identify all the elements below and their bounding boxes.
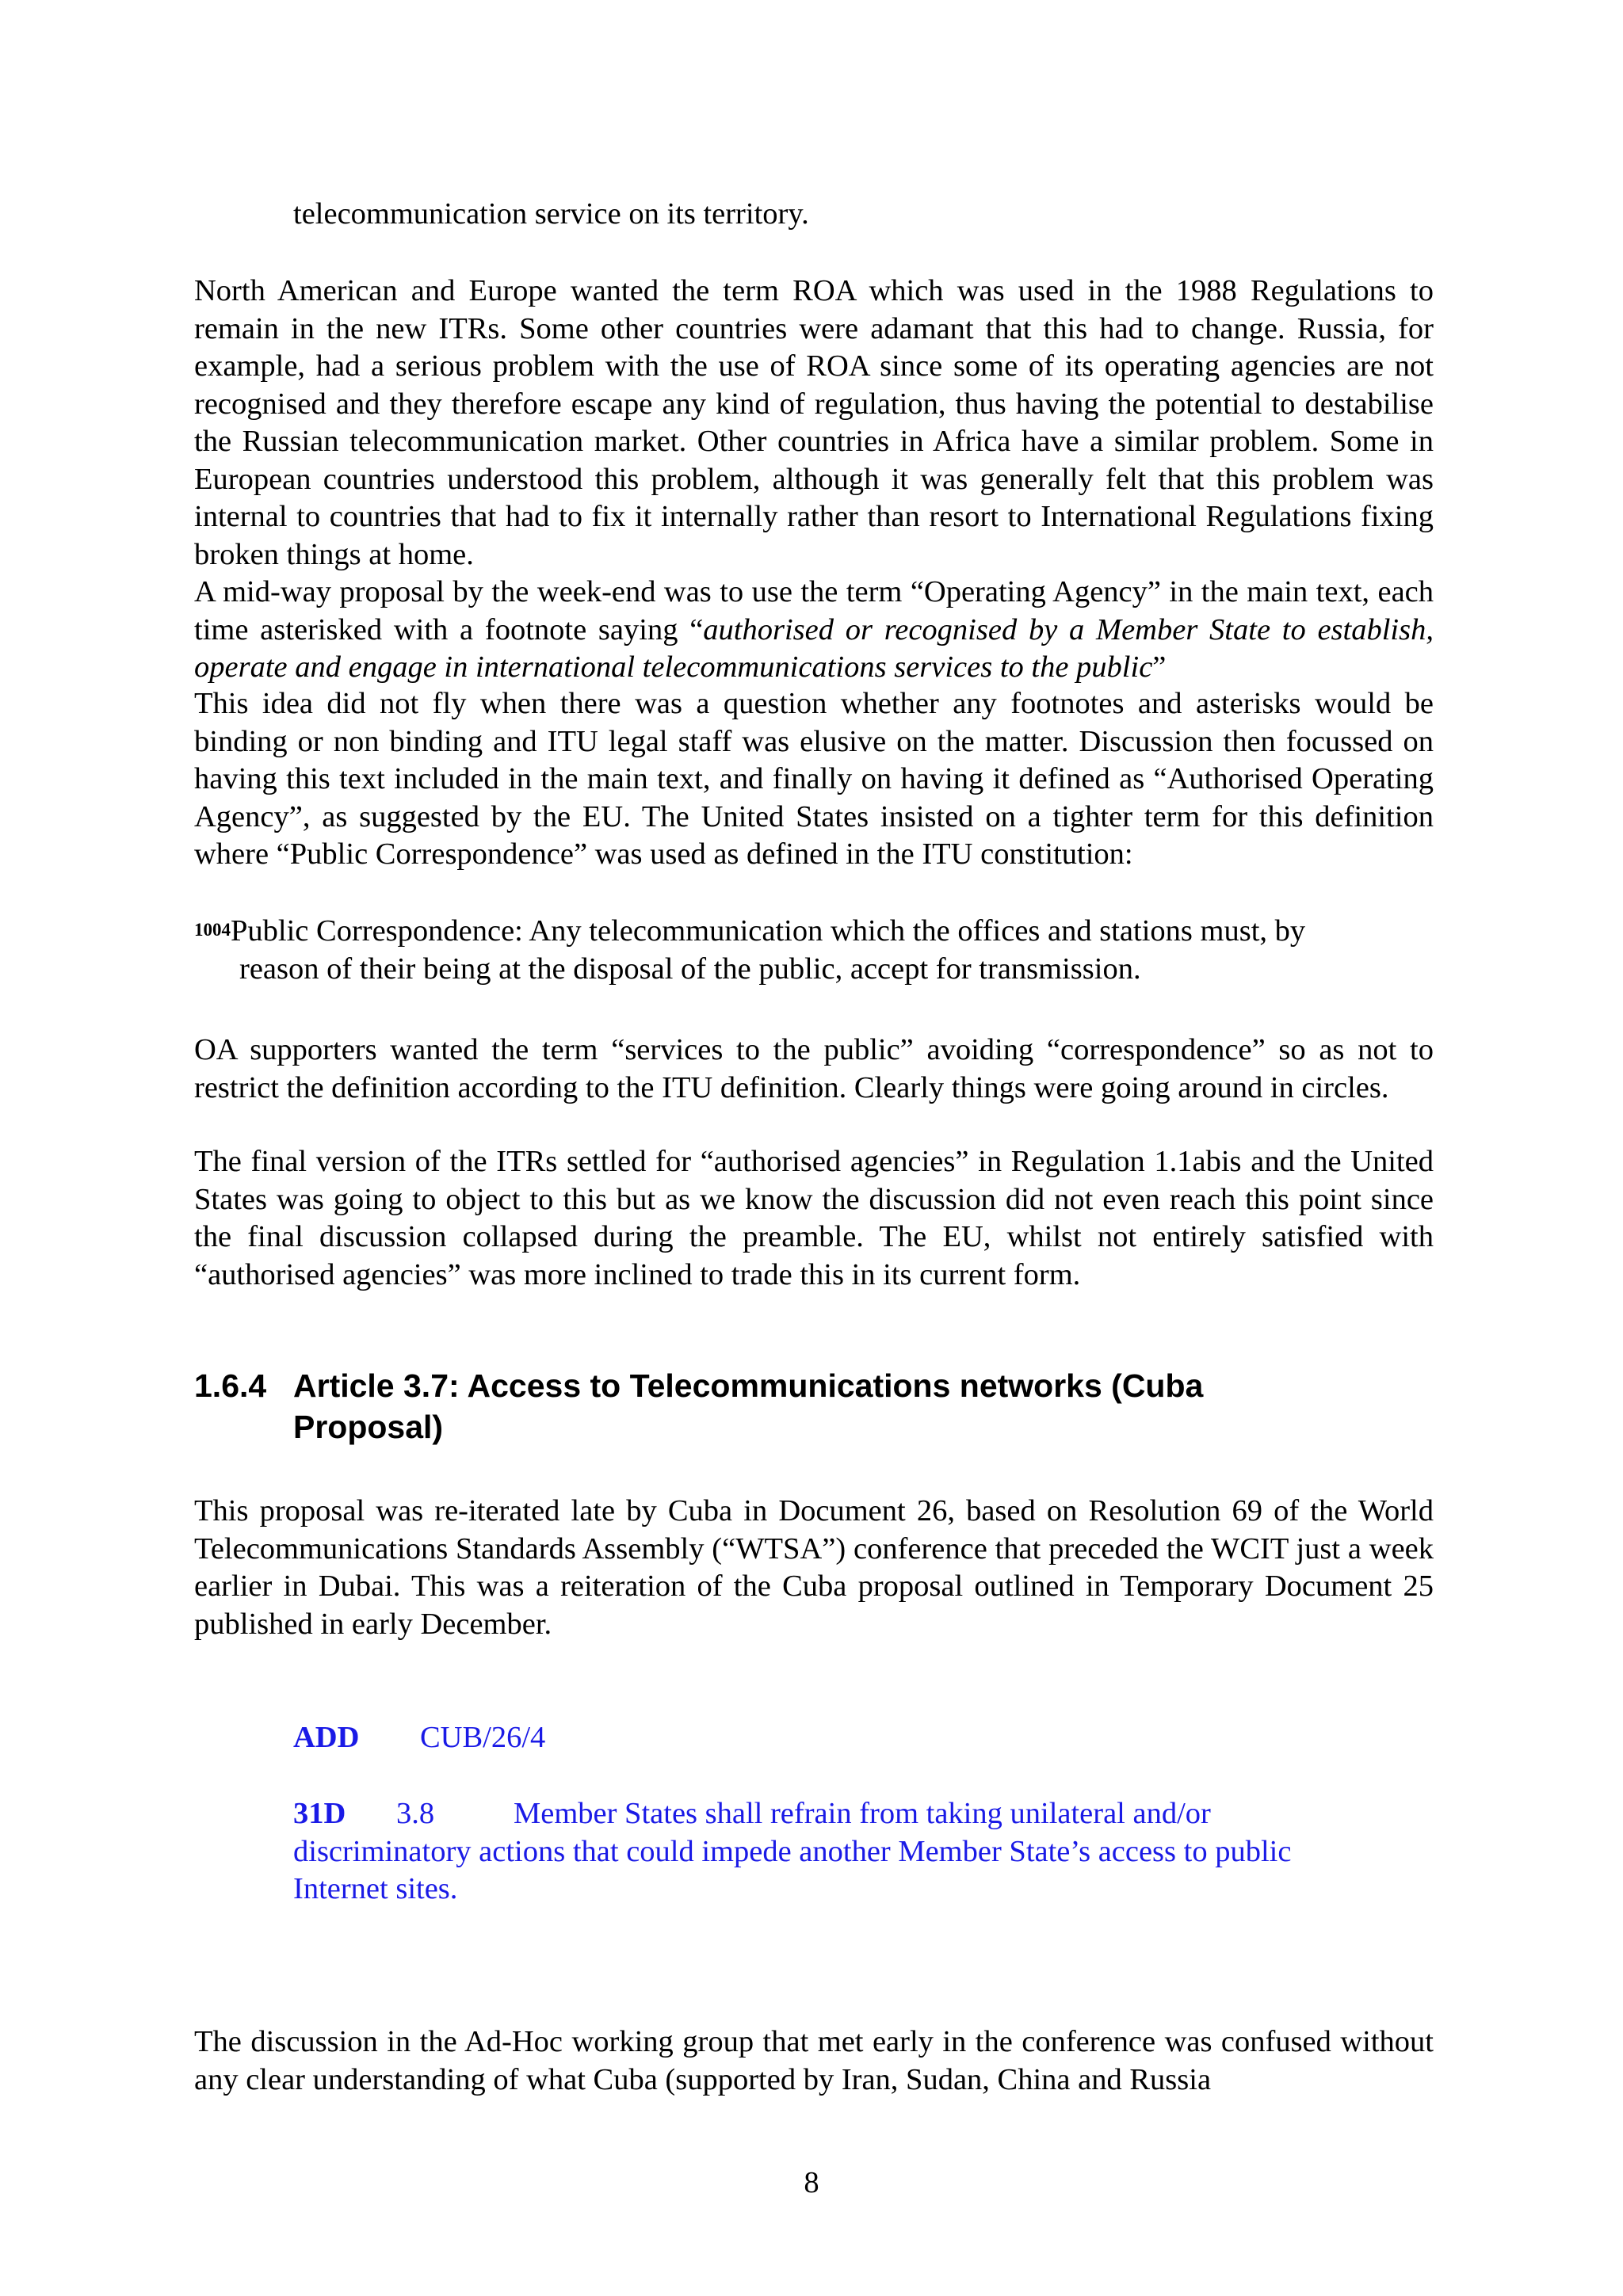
paragraph-oa-supporters: OA supporters wanted the term “services to the public” avoiding “correspondence” so as not to restrict the definition according to the ITU definition. Clearly things were going around in circles.	[194, 1033, 1434, 1104]
paragraph-roa-debate: North American and Europe wanted the term ROA which was used in the 1988 Regulations to remain in the new ITRs. Some other countries were adamant that this had to change. Russia, for example, had a serious problem with the use of ROA since some of its operating agencies are not recognised and they therefore escape any kind of regulation, thus having the potential to destabilise the Russian telecommunication market. Other countries in Africa have a similar problem. Some in European countries understood this problem, although it was generally felt that this problem was internal to countries that had to fix it internally rather than resort to International Regulations fixing broken things at home.	[194, 274, 1434, 571]
proposal-provision	[293, 1795, 1387, 1909]
definition-ref-number: 1004	[194, 920, 231, 940]
section-title: Article 3.7: Access to Telecommunications networks (Cuba Proposal)	[293, 1367, 1204, 1445]
paragraph-idea-did-not-fly: This idea did not fly when there was a question whether any footnotes and asterisks would be binding or non binding and ITU legal staff was elusive on the matter. Discussion then focussed on having this text included in the main text, and finally on having it defined as “Authorised Operating Agency”, as suggested by the EU. The United States insisted on a tighter term for this definition where “Public Correspondence” was used as defined in the ITU constitution:	[194, 687, 1434, 871]
definition-text-1: Public Correspondence: Any telecommunication which the offices and stations must, by	[231, 914, 1306, 948]
definition-line-1	[194, 913, 1430, 951]
proposal-reference: CUB/26/4	[420, 1721, 546, 1754]
provision-text-1: Member States shall refrain from taking unilateral and/or	[514, 1797, 1211, 1830]
proposal-action: ADD	[293, 1721, 360, 1754]
provision-line-1	[293, 1795, 1387, 1833]
page-number: 8	[804, 2166, 819, 2199]
paragraph-cuba-proposal: This proposal was re-iterated late by Cuba in Document 26, based on Resolution 69 of the World Telecommunications Standards Assembly (“WTSA”) conference that preceded the WCIT just a week earlier in Dubai. This was a reiteration of the Cuba proposal outlined in Temporary Document 25 published in early December.	[194, 1494, 1434, 1641]
provision-number: 31D	[293, 1797, 346, 1830]
section-number: 1.6.4	[194, 1367, 267, 1404]
public-correspondence-definition	[194, 913, 1430, 988]
paragraph-mid-way-proposal	[194, 574, 1434, 687]
paragraph-final-version: The final version of the ITRs settled for “authorised agencies” in Regulation 1.1abis and the United States was going to object to this but as we know the discussion did not even reach this point since the final discussion collapsed during the preamble. The EU, whilst not entirely satisfied with “authorised agencies” was more inclined to trade this in its current form.	[194, 1145, 1434, 1291]
lead-line: telecommunication service on its territory.	[293, 197, 809, 231]
proposal-add-line	[293, 1719, 546, 1757]
paragraph-mid-way-end: ”	[1152, 650, 1167, 684]
provision-clause: 3.8	[396, 1797, 435, 1830]
paragraph-ad-hoc-discussion: The discussion in the Ad-Hoc working group that met early in the conference was confused without any clear understanding of what Cuba (supported by Iran, Sudan, China and Russia	[194, 2025, 1434, 2096]
provision-text-rest: discriminatory actions that could impede another Member State’s access to public Internet sites.	[293, 1834, 1292, 1905]
footnote-italic-text: authorised or recognised by a Member State to establish, operate and engage in international telecommunications services to the public	[194, 612, 1434, 684]
definition-line-2: reason of their being at the disposal of the public, accept for transmission.	[239, 952, 1141, 986]
paragraph-mid-way-start: A mid-way proposal by the week-end was to use the term “Operating Agency” in the main text, each time asterisked with a footnote saying “	[194, 575, 1434, 646]
